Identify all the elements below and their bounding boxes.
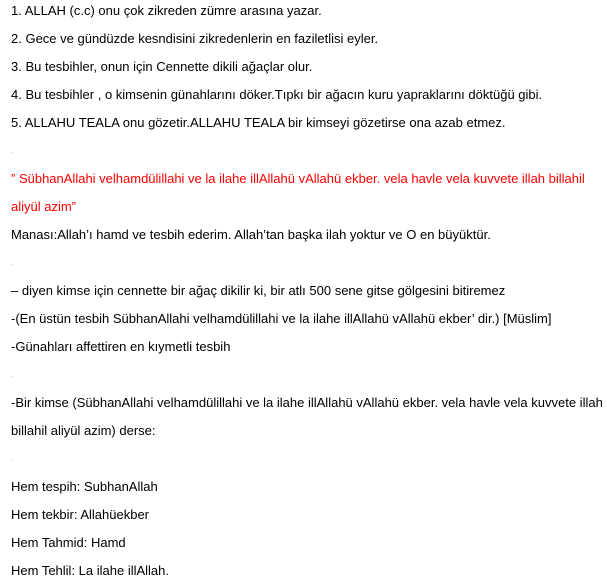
hadith-line: -Günahları affettiren en kıymetli tesbih — [11, 339, 231, 354]
empty-paragraph-marker — [11, 263, 14, 266]
hadith-line: – diyen kimse için cennette bir ağaç dikilir ki, bir atlı 500 sene gitse gölgesini bitiremez — [11, 283, 506, 298]
closing-line: Hem tekbir: Allahüekber — [11, 507, 150, 522]
closing-line: Hem tespih: SubhanAllah — [11, 479, 158, 494]
benefit-line: 4. Bu tesbihler , o kimsenin günahlarını döker.Tıpkı bir ağacın kuru yapraklarını döktüğü gibi. — [11, 87, 543, 102]
benefit-line: 3. Bu tesbihler, onun için Cennette dikili ağaçlar olur. — [11, 59, 313, 74]
benefit-line: 5. ALLAHU TEALA onu gözetir.ALLAHU TEALA bir kimseyi gözetirse ona azab etmez. — [11, 115, 506, 130]
benefit-line: 1. ALLAH (c.c) onu çok zikreden zümre arasına yazar. — [11, 3, 322, 18]
hadith-line: -(En üstün tesbih SübhanAllahi velhamdülillahi ve la ilahe illAllahü vAllahü ekber’ dir.) [Müslim] — [11, 311, 552, 326]
recitation-line: -Bir kimse (SübhanAllahi velhamdülillahi ve la ilahe illAllahü vAllahü ekber. vela havle vela kuvvete illah — [11, 395, 603, 410]
tesbih-text-red: aliyül azim” — [11, 199, 77, 214]
closing-line: Hem Tehlil: La ilahe illAllah. — [11, 563, 170, 578]
empty-paragraph-marker — [11, 151, 14, 154]
tesbih-text-red: ” SübhanAllahi velhamdülillahi ve la ilahe illAllahü vAllahü ekber. vela havle vela kuvvete illah billahil — [11, 171, 585, 186]
benefit-line: 2. Gece ve gündüzde kesndisini zikredenlerin en faziletlisi eyler. — [11, 31, 379, 46]
meaning-line: Manası:Allah’ı hamd ve tesbih ederim. Allah’tan başka ilah yoktur ve O en büyüktür. — [11, 227, 491, 242]
recitation-line: billahil aliyül azim) derse: — [11, 423, 156, 438]
closing-line: Hem Tahmid: Hamd — [11, 535, 126, 550]
empty-paragraph-marker — [11, 459, 14, 462]
empty-paragraph-marker — [11, 375, 14, 378]
